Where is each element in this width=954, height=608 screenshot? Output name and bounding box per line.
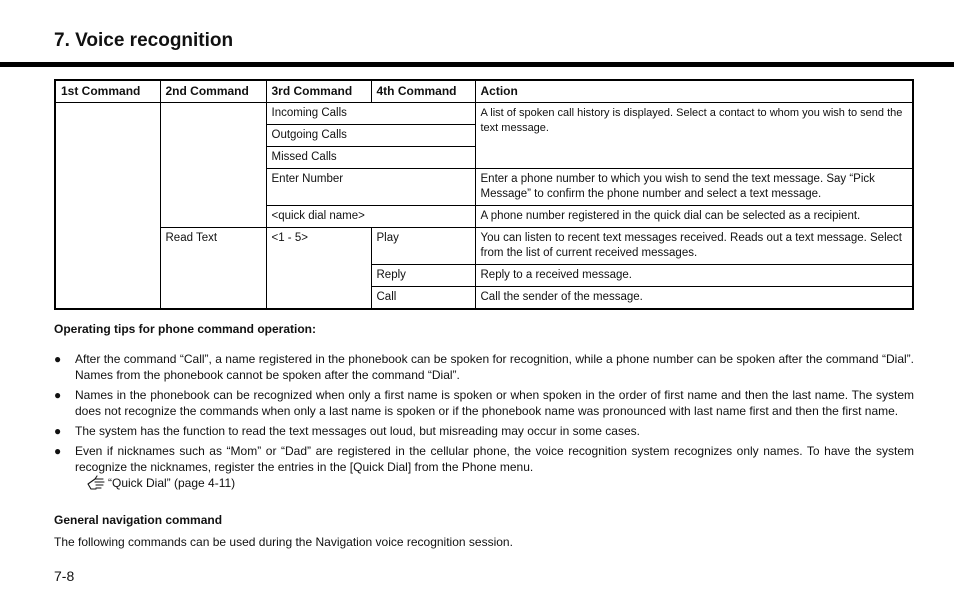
cell-incoming-calls: Incoming Calls	[266, 103, 475, 125]
cell-2nd-command-empty	[160, 103, 266, 228]
cell-play: Play	[371, 228, 475, 265]
tip-text: After the command “Call”, a name registered in the phonebook can be spoken for recognition, while a phone number can be spoken after the command “Dial”. Names from the phonebook cannot be spoken after the command “Dial”.	[75, 352, 914, 382]
cell-1st-command-empty	[55, 103, 160, 310]
cell-missed-calls: Missed Calls	[266, 147, 475, 169]
list-item	[54, 423, 914, 439]
tips-list	[54, 351, 914, 491]
list-item	[54, 387, 914, 419]
cell-quick-dial-action: A phone number registered in the quick dial can be selected as a recipient.	[475, 206, 913, 228]
tips-title: Operating tips for phone command operation:	[54, 322, 317, 336]
cell-read-text: Read Text	[160, 228, 266, 310]
section-title: 7. Voice recognition	[54, 30, 234, 51]
bullet-icon: ●	[54, 424, 62, 438]
tip-text: Even if nicknames such as “Mom” or “Dad” are registered in the cellular phone, the voice recognition system recognizes only names. To have the system recognize the nicknames, register the entries in the [Quick Dial] from the Phone menu.	[75, 444, 914, 474]
page-number: 7-8	[54, 568, 75, 584]
bullet-icon: ●	[54, 388, 62, 402]
nav-command-intro: The following commands can be used during the Navigation voice recognition session.	[54, 535, 513, 549]
bullet-icon: ●	[54, 444, 62, 458]
nav-command-title: General navigation command	[54, 513, 223, 527]
list-item	[54, 443, 914, 491]
cell-reply: Reply	[371, 265, 475, 287]
cell-quick-dial-name: <quick dial name>	[266, 206, 475, 228]
cell-play-action: You can listen to recent text messages received. Reads out a text message. Select from the list of current received messages.	[475, 228, 913, 265]
table-row	[55, 103, 913, 125]
table-header-row	[55, 80, 913, 103]
list-item	[54, 351, 914, 383]
cell-reply-action: Reply to a received message.	[475, 265, 913, 287]
cell-call-history-action: A list of spoken call history is displayed. Select a contact to whom you wish to send the text message.	[475, 103, 913, 169]
bullet-icon: ●	[54, 352, 62, 366]
header-action: Action	[475, 80, 913, 103]
tip-text: Names in the phonebook can be recognized when only a first name is spoken or when spoken in the order of first name and then the last name. The system does not recognize the commands when only a last name is spoken or if the phonebook name was pronounced with last name first and then the first name.	[75, 388, 914, 418]
cell-call: Call	[371, 287, 475, 310]
cell-call-action: Call the sender of the message.	[475, 287, 913, 310]
header-1st-command: 1st Command	[55, 80, 160, 103]
tip-text: The system has the function to read the text messages out loud, but misreading may occur in some cases.	[75, 424, 640, 438]
cell-outgoing-calls: Outgoing Calls	[266, 125, 475, 147]
quick-dial-reference[interactable]	[75, 475, 914, 491]
cell-range: <1 - 5>	[266, 228, 371, 310]
cell-enter-number-action: Enter a phone number to which you wish to send the text message. Say “Pick Message” to confirm the phone number and select a text message.	[475, 169, 913, 206]
header-2nd-command: 2nd Command	[160, 80, 266, 103]
header-4th-command: 4th Command	[371, 80, 475, 103]
reference-hand-icon	[87, 475, 107, 491]
header-3rd-command: 3rd Command	[266, 80, 371, 103]
xref-text[interactable]: “Quick Dial” (page 4-11)	[108, 476, 236, 490]
command-table	[54, 79, 914, 310]
title-rule	[0, 62, 954, 67]
cell-enter-number: Enter Number	[266, 169, 475, 206]
table-row	[55, 228, 913, 265]
